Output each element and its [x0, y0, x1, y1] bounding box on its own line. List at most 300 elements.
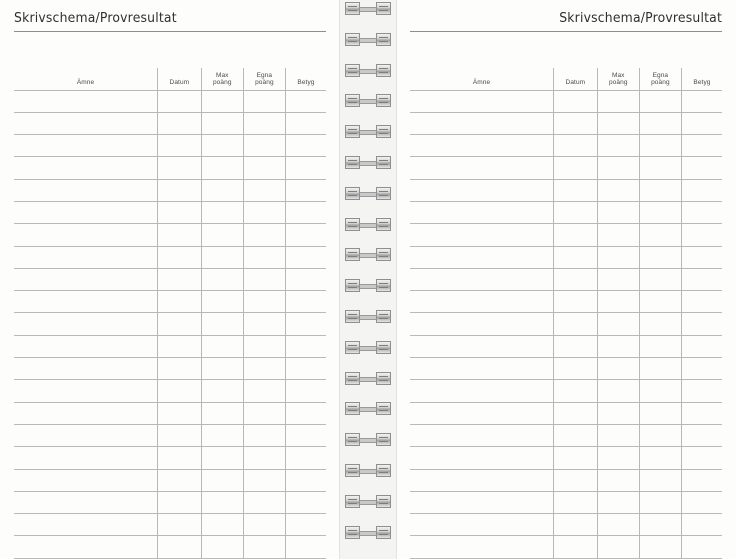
table-cell[interactable] [243, 491, 285, 513]
table-row[interactable] [410, 491, 722, 513]
table-cell[interactable] [201, 335, 243, 357]
table-cell[interactable] [410, 447, 554, 469]
table-cell[interactable] [285, 469, 326, 491]
table-cell[interactable] [681, 246, 722, 268]
table-row[interactable] [410, 424, 722, 446]
table-cell[interactable] [554, 469, 598, 491]
table-cell[interactable] [285, 268, 326, 290]
spiral-ring [345, 310, 391, 323]
table-cell[interactable] [639, 469, 681, 491]
table-cell[interactable] [14, 536, 158, 558]
table-cell[interactable] [597, 268, 639, 290]
table-cell[interactable] [285, 313, 326, 335]
table-cell[interactable] [639, 179, 681, 201]
table-row[interactable] [14, 90, 326, 112]
table-row[interactable] [410, 380, 722, 402]
table-cell[interactable] [285, 358, 326, 380]
spiral-ring-clip-right [376, 2, 391, 15]
spiral-ring-clip-right [376, 64, 391, 77]
table-cell[interactable] [410, 201, 554, 223]
column-header-betyg-label: Betyg [297, 79, 315, 87]
table-cell[interactable] [554, 224, 598, 246]
table-row[interactable] [14, 536, 326, 558]
table-cell[interactable] [554, 246, 598, 268]
table-cell[interactable] [639, 491, 681, 513]
table-cell[interactable] [554, 268, 598, 290]
table-cell[interactable] [14, 135, 158, 157]
table-cell[interactable] [681, 268, 722, 290]
table-cell[interactable] [410, 335, 554, 357]
spiral-ring-clip-right [376, 433, 391, 446]
spiral-ring-clip-right [376, 526, 391, 539]
page-title-right: Skrivschema/Provresultat [559, 10, 722, 26]
table-cell[interactable] [554, 313, 598, 335]
table-cell[interactable] [681, 380, 722, 402]
table-cell[interactable] [681, 335, 722, 357]
table-cell[interactable] [597, 224, 639, 246]
table-cell[interactable] [410, 179, 554, 201]
table-cell[interactable] [285, 90, 326, 112]
table-cell[interactable] [14, 491, 158, 513]
table-cell[interactable] [681, 224, 722, 246]
table-cell[interactable] [285, 380, 326, 402]
table-cell[interactable] [681, 536, 722, 558]
table-cell[interactable] [243, 112, 285, 134]
spiral-ring-clip-left [345, 433, 360, 446]
table-cell[interactable] [158, 291, 202, 313]
table-cell[interactable] [285, 514, 326, 536]
table-cell[interactable] [597, 380, 639, 402]
column-header-egna-line1: Egna [652, 71, 669, 79]
table-row[interactable] [410, 402, 722, 424]
table-cell[interactable] [639, 313, 681, 335]
spiral-ring [345, 248, 391, 261]
table-row[interactable] [410, 224, 722, 246]
table-cell[interactable] [410, 313, 554, 335]
table-cell[interactable] [14, 424, 158, 446]
table-cell[interactable] [243, 358, 285, 380]
table-cell[interactable] [410, 469, 554, 491]
table-cell[interactable] [554, 402, 598, 424]
spiral-ring-clip-left [345, 279, 360, 292]
table-row[interactable] [14, 469, 326, 491]
table-row[interactable] [410, 469, 722, 491]
table-cell[interactable] [158, 135, 202, 157]
table-cell[interactable] [410, 514, 554, 536]
table-cell[interactable] [285, 335, 326, 357]
table-cell[interactable] [639, 447, 681, 469]
table-cell[interactable] [14, 514, 158, 536]
table-cell[interactable] [243, 514, 285, 536]
table-cell[interactable] [681, 135, 722, 157]
table-cell[interactable] [158, 224, 202, 246]
table-cell[interactable] [201, 90, 243, 112]
spiral-ring [345, 341, 391, 354]
table-cell[interactable] [14, 291, 158, 313]
table-cell[interactable] [681, 179, 722, 201]
table-cell[interactable] [14, 335, 158, 357]
table-cell[interactable] [639, 268, 681, 290]
column-header-betyg-left [285, 68, 326, 90]
table-cell[interactable] [158, 313, 202, 335]
table-cell[interactable] [243, 424, 285, 446]
table-row[interactable] [410, 90, 722, 112]
table-cell[interactable] [681, 358, 722, 380]
table-cell[interactable] [14, 157, 158, 179]
table-cell[interactable] [201, 313, 243, 335]
table-cell[interactable] [243, 335, 285, 357]
table-cell[interactable] [597, 469, 639, 491]
table-cell[interactable] [554, 201, 598, 223]
table-cell[interactable] [554, 157, 598, 179]
table-cell[interactable] [639, 514, 681, 536]
table-row[interactable] [410, 514, 722, 536]
table-cell[interactable] [681, 112, 722, 134]
table-cell[interactable] [639, 380, 681, 402]
table-cell[interactable] [285, 157, 326, 179]
table-cell[interactable] [597, 112, 639, 134]
table-cell[interactable] [243, 201, 285, 223]
table-cell[interactable] [410, 268, 554, 290]
table-cell[interactable] [201, 157, 243, 179]
table-cell[interactable] [201, 135, 243, 157]
table-cell[interactable] [410, 112, 554, 134]
table-row[interactable] [410, 179, 722, 201]
table-row[interactable] [14, 179, 326, 201]
table-cell[interactable] [285, 491, 326, 513]
table-row[interactable] [14, 335, 326, 357]
table-cell[interactable] [201, 201, 243, 223]
table-row[interactable] [410, 291, 722, 313]
table-cell[interactable] [410, 536, 554, 558]
table-cell[interactable] [554, 179, 598, 201]
table-row[interactable] [14, 224, 326, 246]
table-row[interactable] [14, 268, 326, 290]
table-cell[interactable] [410, 491, 554, 513]
table-cell[interactable] [639, 224, 681, 246]
table-cell[interactable] [158, 201, 202, 223]
table-cell[interactable] [285, 447, 326, 469]
table-row[interactable] [410, 201, 722, 223]
table-row[interactable] [410, 335, 722, 357]
table-cell[interactable] [158, 246, 202, 268]
table-cell[interactable] [554, 335, 598, 357]
table-cell[interactable] [554, 536, 598, 558]
table-cell[interactable] [285, 402, 326, 424]
table-cell[interactable] [14, 268, 158, 290]
table-cell[interactable] [14, 90, 158, 112]
table-cell[interactable] [14, 201, 158, 223]
spiral-ring-clip-left [345, 372, 360, 385]
table-cell[interactable] [243, 246, 285, 268]
table-cell[interactable] [158, 514, 202, 536]
table-cell[interactable] [243, 536, 285, 558]
table-cell[interactable] [597, 157, 639, 179]
table-cell[interactable] [554, 90, 598, 112]
table-cell[interactable] [243, 402, 285, 424]
spiral-ring [345, 125, 391, 138]
table-cell[interactable] [14, 358, 158, 380]
table-row[interactable] [14, 291, 326, 313]
table-cell[interactable] [285, 135, 326, 157]
table-cell[interactable] [597, 135, 639, 157]
table-row[interactable] [14, 112, 326, 134]
table-row[interactable] [410, 358, 722, 380]
table-cell[interactable] [554, 491, 598, 513]
table-cell[interactable] [639, 335, 681, 357]
table-cell[interactable] [554, 380, 598, 402]
table-cell[interactable] [597, 447, 639, 469]
table-cell[interactable] [639, 246, 681, 268]
table-cell[interactable] [243, 179, 285, 201]
table-cell[interactable] [554, 291, 598, 313]
results-table-right [410, 68, 722, 559]
table-cell[interactable] [597, 358, 639, 380]
spiral-ring-clip-right [376, 402, 391, 415]
table-cell[interactable] [597, 291, 639, 313]
table-cell[interactable] [243, 135, 285, 157]
table-cell[interactable] [14, 402, 158, 424]
table-cell[interactable] [285, 224, 326, 246]
table-cell[interactable] [14, 224, 158, 246]
table-row[interactable] [410, 112, 722, 134]
table-cell[interactable] [554, 514, 598, 536]
table-cell[interactable] [243, 291, 285, 313]
table-cell[interactable] [285, 112, 326, 134]
column-header-max-poang-left [201, 68, 243, 90]
table-cell[interactable] [201, 491, 243, 513]
table-cell[interactable] [201, 112, 243, 134]
table-row[interactable] [410, 246, 722, 268]
table-cell[interactable] [597, 424, 639, 446]
table-row[interactable] [410, 268, 722, 290]
table-cell[interactable] [410, 90, 554, 112]
table-cell[interactable] [201, 536, 243, 558]
table-cell[interactable] [410, 224, 554, 246]
table-cell[interactable] [681, 424, 722, 446]
table-cell[interactable] [681, 201, 722, 223]
table-cell[interactable] [243, 224, 285, 246]
table-cell[interactable] [285, 246, 326, 268]
table-cell[interactable] [410, 157, 554, 179]
spiral-ring-clip-right [376, 156, 391, 169]
table-row[interactable] [14, 447, 326, 469]
table-row[interactable] [410, 447, 722, 469]
spiral-ring-clip-left [345, 64, 360, 77]
table-cell[interactable] [597, 514, 639, 536]
table-cell[interactable] [201, 246, 243, 268]
table-cell[interactable] [158, 358, 202, 380]
table-cell[interactable] [285, 424, 326, 446]
table-cell[interactable] [639, 135, 681, 157]
table-cell[interactable] [14, 179, 158, 201]
table-row[interactable] [14, 358, 326, 380]
table-cell[interactable] [639, 157, 681, 179]
table-row[interactable] [14, 402, 326, 424]
table-cell[interactable] [639, 291, 681, 313]
table-cell[interactable] [158, 112, 202, 134]
table-header-right [410, 68, 722, 90]
table-cell[interactable] [158, 157, 202, 179]
spiral-ring-clip-right [376, 279, 391, 292]
column-header-egna-poang-left [243, 68, 285, 90]
table-row[interactable] [14, 201, 326, 223]
table-cell[interactable] [201, 268, 243, 290]
table-cell[interactable] [201, 380, 243, 402]
table-cell[interactable] [158, 536, 202, 558]
table-row[interactable] [410, 135, 722, 157]
table-cell[interactable] [243, 157, 285, 179]
table-cell[interactable] [597, 491, 639, 513]
table-cell[interactable] [201, 514, 243, 536]
table-cell[interactable] [639, 90, 681, 112]
table-cell[interactable] [410, 380, 554, 402]
column-header-max-line1: Max [611, 71, 625, 79]
table-cell[interactable] [597, 335, 639, 357]
table-cell[interactable] [681, 90, 722, 112]
spiral-ring-clip-left [345, 218, 360, 231]
table-cell[interactable] [14, 380, 158, 402]
table-cell[interactable] [597, 201, 639, 223]
table-cell[interactable] [410, 402, 554, 424]
spiral-binding [340, 0, 396, 559]
table-cell[interactable] [639, 402, 681, 424]
table-cell[interactable] [410, 358, 554, 380]
column-header-datum-label: Datum [169, 79, 190, 87]
spiral-ring [345, 495, 391, 508]
table-cell[interactable] [285, 179, 326, 201]
column-header-max-line2: poäng [212, 79, 232, 87]
table-row[interactable] [14, 424, 326, 446]
table-row[interactable] [410, 313, 722, 335]
table-cell[interactable] [243, 90, 285, 112]
table-cell[interactable] [681, 402, 722, 424]
table-cell[interactable] [410, 246, 554, 268]
table-cell[interactable] [158, 447, 202, 469]
table-cell[interactable] [158, 90, 202, 112]
table-cell[interactable] [681, 313, 722, 335]
table-cell[interactable] [158, 179, 202, 201]
table-cell[interactable] [410, 424, 554, 446]
table-row[interactable] [14, 380, 326, 402]
spiral-ring-clip-left [345, 248, 360, 261]
table-cell[interactable] [201, 469, 243, 491]
table-cell[interactable] [158, 268, 202, 290]
spiral-ring-clip-right [376, 248, 391, 261]
table-body-left [14, 90, 326, 558]
table-cell[interactable] [158, 424, 202, 446]
table-cell[interactable] [14, 447, 158, 469]
spiral-ring [345, 433, 391, 446]
spiral-ring [345, 94, 391, 107]
table-cell[interactable] [597, 246, 639, 268]
table-cell[interactable] [597, 536, 639, 558]
table-cell[interactable] [681, 291, 722, 313]
table-cell[interactable] [201, 291, 243, 313]
spiral-ring [345, 187, 391, 200]
page-right [396, 0, 736, 559]
table-cell[interactable] [201, 424, 243, 446]
table-cell[interactable] [554, 112, 598, 134]
spiral-ring [345, 372, 391, 385]
table-cell[interactable] [410, 291, 554, 313]
table-cell[interactable] [285, 201, 326, 223]
table-cell[interactable] [639, 112, 681, 134]
table-row[interactable] [14, 135, 326, 157]
table-cell[interactable] [410, 135, 554, 157]
table-cell[interactable] [201, 358, 243, 380]
column-header-egna-line1: Egna [256, 71, 273, 79]
table-cell[interactable] [201, 447, 243, 469]
table-cell[interactable] [14, 112, 158, 134]
table-cell[interactable] [597, 402, 639, 424]
table-header-left [14, 68, 326, 90]
table-row[interactable] [14, 313, 326, 335]
spiral-ring [345, 64, 391, 77]
table-row[interactable] [410, 157, 722, 179]
table-row[interactable] [410, 536, 722, 558]
table-cell[interactable] [639, 201, 681, 223]
spiral-ring-clip-left [345, 464, 360, 477]
table-cell[interactable] [158, 402, 202, 424]
table-cell[interactable] [681, 514, 722, 536]
table-cell[interactable] [681, 157, 722, 179]
table-cell[interactable] [639, 536, 681, 558]
table-row[interactable] [14, 246, 326, 268]
table-cell[interactable] [201, 224, 243, 246]
table-cell[interactable] [243, 313, 285, 335]
table-cell[interactable] [158, 380, 202, 402]
table-cell[interactable] [243, 380, 285, 402]
table-cell[interactable] [243, 447, 285, 469]
table-cell[interactable] [639, 424, 681, 446]
table-cell[interactable] [201, 179, 243, 201]
table-cell[interactable] [201, 402, 243, 424]
table-cell[interactable] [554, 135, 598, 157]
table-cell[interactable] [681, 469, 722, 491]
table-row[interactable] [14, 491, 326, 513]
table-cell[interactable] [597, 90, 639, 112]
table-cell[interactable] [285, 291, 326, 313]
table-cell[interactable] [681, 491, 722, 513]
table-cell[interactable] [554, 424, 598, 446]
table-cell[interactable] [158, 335, 202, 357]
spiral-ring-clip-right [376, 218, 391, 231]
spiral-ring-clip-left [345, 156, 360, 169]
table-cell[interactable] [158, 491, 202, 513]
table-cell[interactable] [285, 536, 326, 558]
table-cell[interactable] [243, 268, 285, 290]
table-cell[interactable] [14, 469, 158, 491]
table-cell[interactable] [14, 313, 158, 335]
spiral-ring-clip-right [376, 94, 391, 107]
table-cell[interactable] [158, 469, 202, 491]
table-row[interactable] [14, 514, 326, 536]
table-row[interactable] [14, 157, 326, 179]
results-table-right-wrap [410, 68, 722, 559]
spiral-ring [345, 402, 391, 415]
table-cell[interactable] [554, 447, 598, 469]
table-cell[interactable] [681, 447, 722, 469]
column-header-datum-label: Datum [565, 79, 586, 87]
table-cell[interactable] [597, 313, 639, 335]
table-cell[interactable] [554, 358, 598, 380]
spiral-ring-clip-left [345, 310, 360, 323]
table-cell[interactable] [597, 179, 639, 201]
table-cell[interactable] [639, 358, 681, 380]
table-cell[interactable] [243, 469, 285, 491]
table-cell[interactable] [14, 246, 158, 268]
